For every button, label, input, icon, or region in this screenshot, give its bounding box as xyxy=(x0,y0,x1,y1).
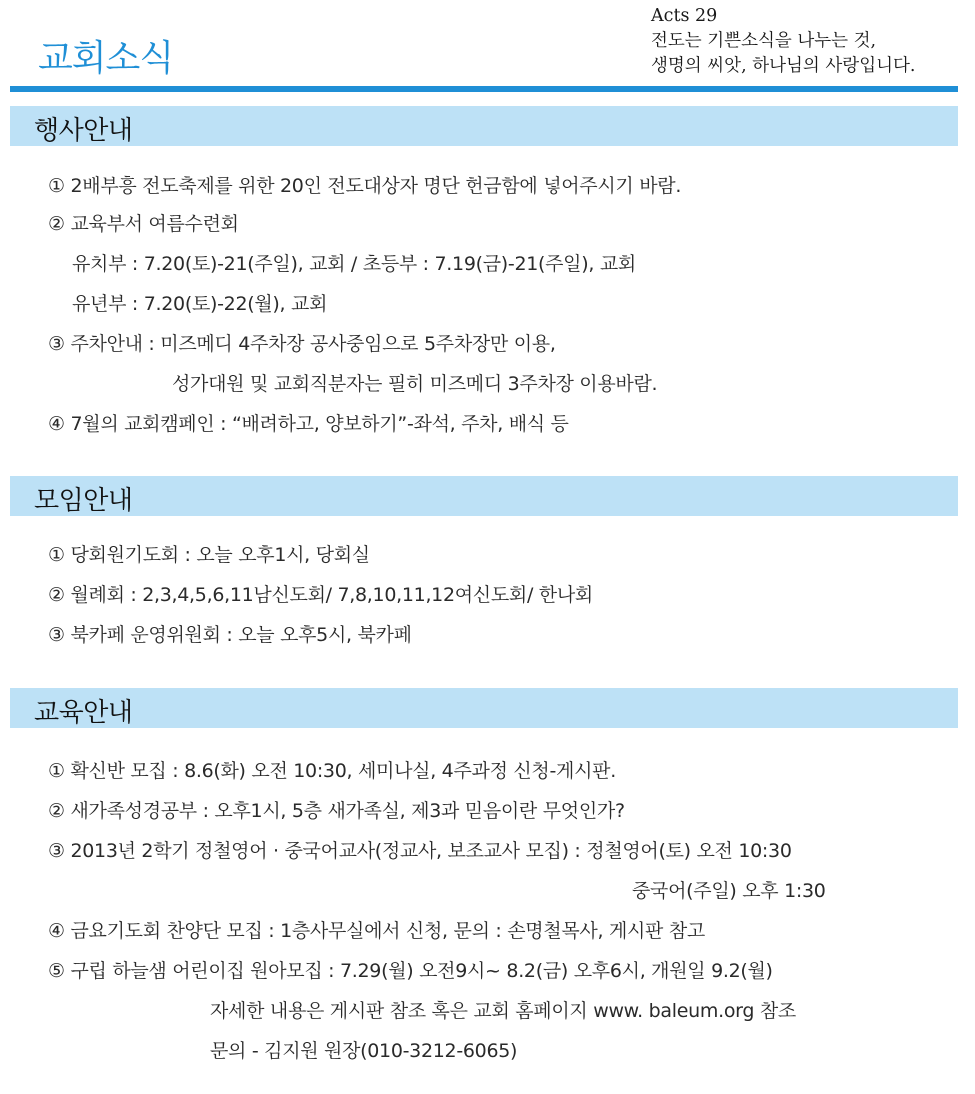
list-item: ② 교육부서 여름수련회 xyxy=(48,213,239,235)
section-title: 행사안내 xyxy=(34,116,133,146)
section-title: 모임안내 xyxy=(34,486,133,516)
verse-block xyxy=(651,4,915,79)
list-item: ② 월례회 : 2,3,4,5,6,11남신도회/ 7,8,10,11,12여신도회/ 한나회 xyxy=(48,584,593,606)
list-item-detail: 유치부 : 7.20(토)-21(주일), 교회 / 초등부 : 7.19(금)-21(주일), 교회 xyxy=(72,253,636,275)
list-item: ① 당회원기도회 : 오늘 오후1시, 당회실 xyxy=(48,544,370,566)
verse-reference: Acts 29 xyxy=(651,6,718,26)
header-divider xyxy=(10,86,958,92)
list-item: ③ 주차안내 : 미즈메디 4주차장 공사중임으로 5주차장만 이용, xyxy=(48,333,556,355)
section-bar-education xyxy=(10,688,958,728)
section-bar-meetings xyxy=(10,476,958,516)
section-bar-events xyxy=(10,106,958,146)
section-title: 교육안내 xyxy=(34,698,133,728)
list-item: ① 확신반 모집 : 8.6(화) 오전 10:30, 세미나실, 4주과정 신청-게시판. xyxy=(48,760,616,782)
verse-line: 전도는 기쁜소식을 나누는 것, xyxy=(651,31,877,51)
list-item: ③ 북카페 운영위원회 : 오늘 오후5시, 북카페 xyxy=(48,624,412,646)
list-item: ④ 금요기도회 찬양단 모집 : 1층사무실에서 신청, 문의 : 손명철목사, 게시판 참고 xyxy=(48,920,705,942)
list-item-detail: 유년부 : 7.20(토)-22(월), 교회 xyxy=(72,293,328,315)
list-item: ③ 2013년 2학기 정철영어 · 중국어교사(정교사, 보조교사 모집) : 정철영어(토) 오전 10:30 xyxy=(48,840,792,862)
list-item: ④ 7월의 교회캠페인 : “배려하고, 양보하기”-좌석, 주차, 배식 등 xyxy=(48,413,569,435)
list-item: ① 2배부흥 전도축제를 위한 20인 전도대상자 명단 헌금함에 넣어주시기 바람. xyxy=(48,175,682,197)
page-title: 교회소식 xyxy=(38,38,174,79)
list-item-detail: 중국어(주일) 오후 1:30 xyxy=(632,880,826,902)
list-item: ⑤ 구립 하늘샘 어린이집 원아모집 : 7.29(월) 오전9시~ 8.2(금) 오후6시, 개원일 9.2(월) xyxy=(48,960,773,982)
list-item-detail: 성가대원 및 교회직분자는 필히 미즈메디 3주차장 이용바람. xyxy=(172,373,658,395)
verse-line: 생명의 씨앗, 하나님의 사랑입니다. xyxy=(651,56,916,76)
list-item-detail: 문의 - 김지원 원장(010-3212-6065) xyxy=(210,1040,518,1062)
list-item-detail: 자세한 내용은 게시판 참조 혹은 교회 홈페이지 www. baleum.org 참조 xyxy=(210,1000,796,1022)
list-item: ② 새가족성경공부 : 오후1시, 5층 새가족실, 제3과 믿음이란 무엇인가? xyxy=(48,800,625,822)
